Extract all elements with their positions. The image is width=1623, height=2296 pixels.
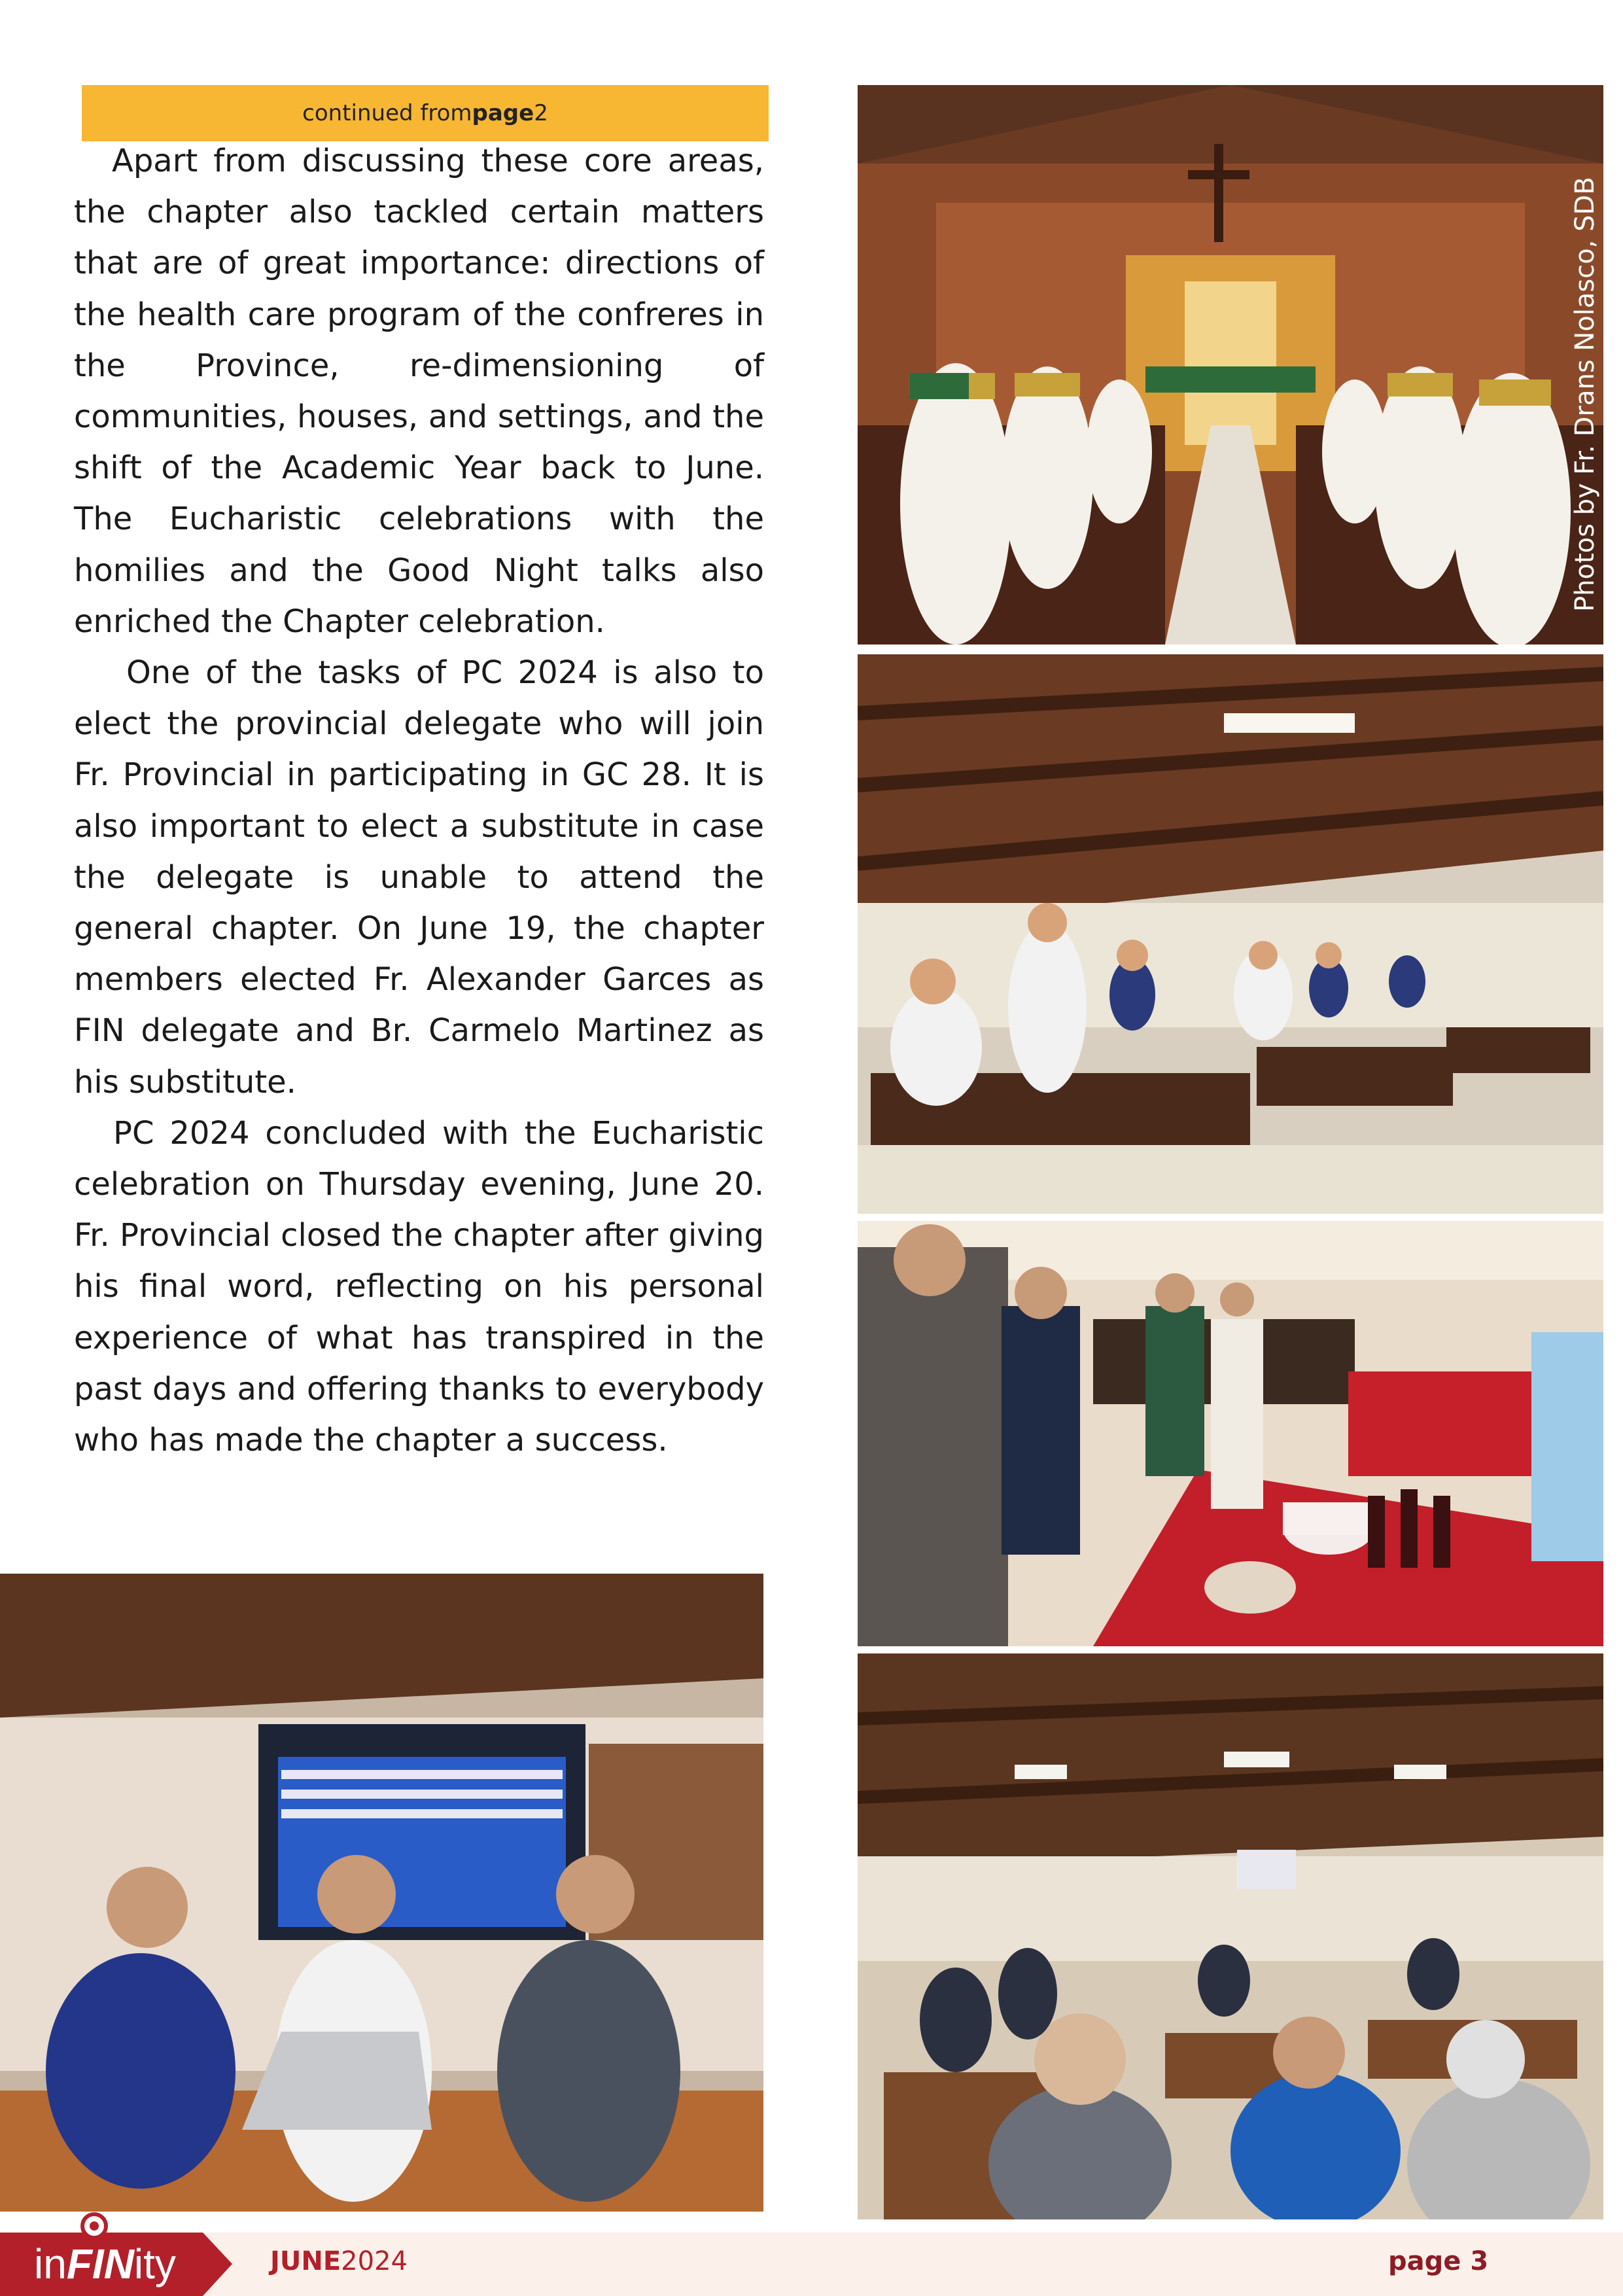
footer-year: 2024 <box>341 2246 408 2276</box>
footer-issue-date <box>270 2246 408 2276</box>
photo-credit-text: Photos by Fr. Drans Nolasco, SDB <box>1570 177 1600 612</box>
photo-chapel-mass <box>858 85 1603 645</box>
photo-election-handshake <box>0 1574 763 2212</box>
svg-text:inFINity <box>34 2240 176 2287</box>
photo-hall-session <box>858 1653 1603 2219</box>
continued-banner <box>82 85 769 141</box>
article-paragraph: PC 2024 concluded with the Eucharistic celebration on Thursday evening, June 20. Fr. Provincial closed the chapter after giving his final word, reflecting on his personal experience of what has transpired in the past days and offering thanks to everybody who has made the chapter a success. <box>74 1114 764 1459</box>
page-number: page 3 <box>1388 2246 1489 2276</box>
footer-month: JUNE <box>270 2246 341 2276</box>
banner-bold: page <box>472 100 534 126</box>
logo-suffix: ity <box>133 2240 176 2287</box>
logo-highlight: FIN <box>66 2240 134 2287</box>
banner-prefix: continued from <box>302 100 472 126</box>
photo-dining-celebration <box>858 1221 1603 1646</box>
photo-hall-voting <box>858 654 1603 1214</box>
article-body <box>74 135 764 1466</box>
infinity-logo <box>0 2212 232 2296</box>
article-paragraph: One of the tasks of PC 2024 is also to elect the provincial delegate who will join Fr. Provincial in participating in GC 28. It is also important to elect a substitute in case the delegate is unable to attend the general chapter. On June 19, the chapter members elected Fr. Alexander Garces as FIN delegate and Br. Carmelo Martinez as his substitute. <box>74 654 764 1101</box>
logo-prefix: in <box>34 2240 67 2287</box>
banner-suffix: 2 <box>534 100 548 126</box>
article-paragraph: Apart from discussing these core areas, the chapter also tackled certain matters that are of great importance: directions of the health care program of the confreres in the Province, re-dimensioning of communities, houses, and settings, and the shift of the Academic Year back to June. The Eucharistic celebrations with the homilies and the Good Night talks also enriched the Chapter celebration. <box>74 143 764 640</box>
page-footer <box>0 2233 1623 2296</box>
